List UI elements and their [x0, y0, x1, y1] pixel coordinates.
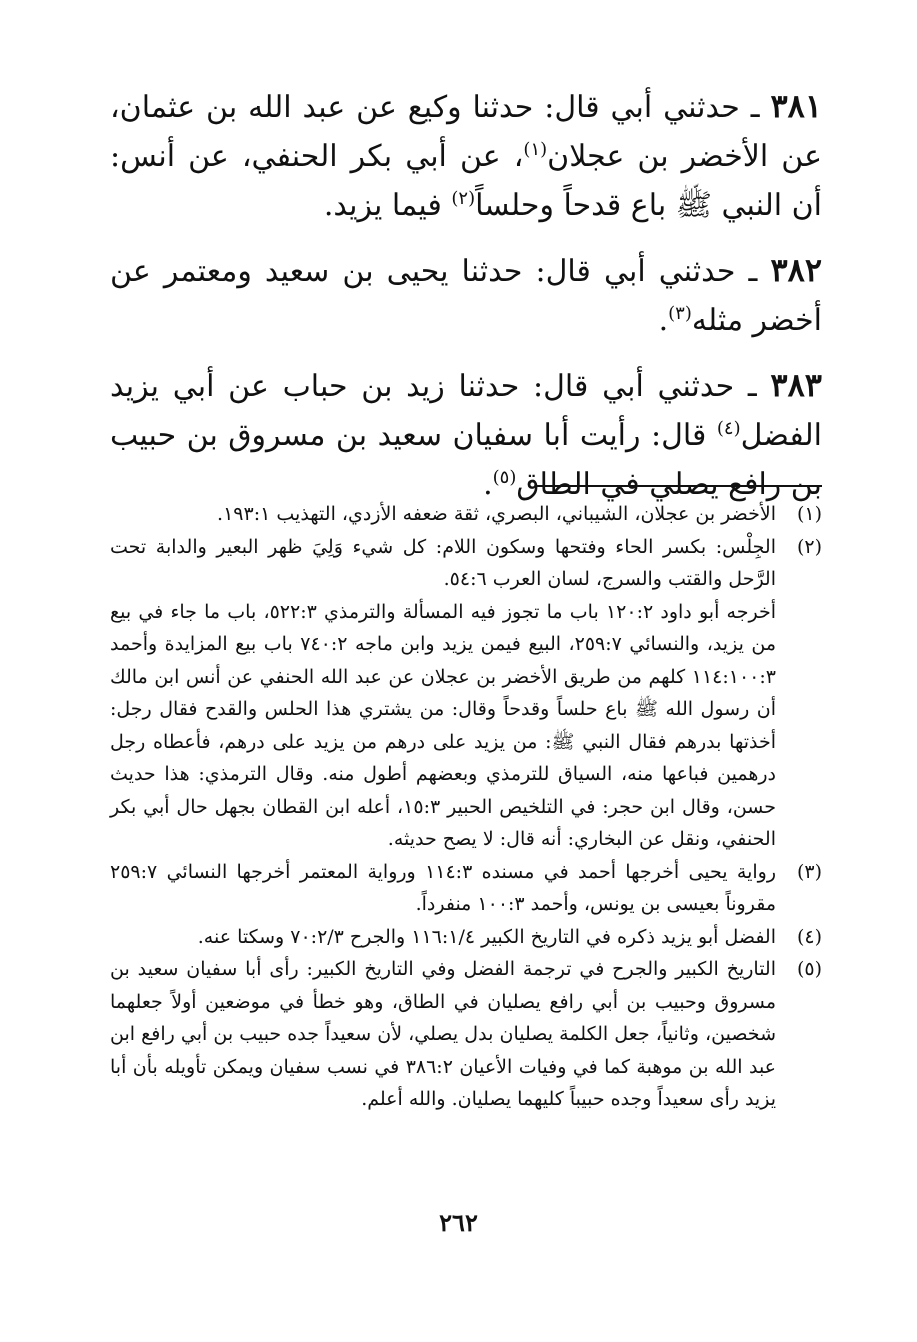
footnote-1	[110, 498, 822, 531]
hadith-382	[110, 246, 822, 345]
footnote-2-continuation: أخرجه أبو داود ١٢٠:٢ باب ما تجوز فيه المسألة والترمذي ٥٢٢:٣، باب ما جاء في بيع من يزيد، والنسائي ٢٥٩:٧، البيع فيمن يزيد وابن ماجه ٧٤٠:٢ باب بيع المزايدة وأحمد ١١٤:١٠٠:٣ كلهم من طريق الأخضر بن عجلان عن عبد الله الحنفي عن أنس ابن مالك أن رسول الله ﷺ باع حلساً وقدحاً وقال: من يشتري هذا الحلس والقدح فقال رجل: أخذتها بدرهم فقال النبي ﷺ: من يزيد على درهم من يزيد على درهم، فأعطاه رجل درهمين فباعها منه، السياق للترمذي وبعضهم أطول منه. وقال الترمذي: هذا حديث حسن، وقال ابن حجر: في التلخيص الحبير ١٥:٣، أعله ابن القطان بجهل حال أبي بكر الحنفي، ونقل عن البخاري: أنه قال: لا يصح حديثه.	[110, 600, 776, 850]
footnote-marker: (٢)	[796, 535, 822, 558]
footnote-ref[interactable]: (٥)	[492, 467, 517, 488]
footnote-divider	[536, 485, 822, 487]
footnote-text: التاريخ الكبير والجرح في ترجمة الفضل وفي التاريخ الكبير: رأى أبا سفيان سعيد بن مسروق وحبيب بن أبي رافع يصليان في الطاق، وهو خطأ في موضعين أولاً جعلهما شخصين، وثانياً، جعل الكلمة يصليان بدل يصلي، لأن سعيداً جده حبيب بن أبي رافع ابن عبد الله بن موهبة كما في وفيات الأعيان ٣٨٦:٢ في نسب سفيان ويمكن تأويله بأن أبا يزيد رأى سعيداً وجده حبيباً كليهما يصليان. والله أعلم.	[110, 958, 777, 1110]
footnote-5	[110, 953, 822, 1116]
footnote-text: الجِلْس: بكسر الحاء وفتحها وسكون اللام: كل شيء وَلِيَ ظهر البعير والدابة تحت الرَّحل والقتب والسرج، لسان العرب ٥٤:٦.	[110, 535, 776, 590]
footnote-2	[110, 531, 822, 596]
footnote-marker: (١)	[796, 503, 822, 525]
hadith-381	[110, 82, 822, 230]
hadith-text: قال: رأيت أبا سفيان سعيد بن مسروق بن حبيب بن رافع يصلي في الطاق	[110, 418, 822, 502]
footnotes	[110, 498, 822, 1116]
footnote-4	[110, 921, 822, 954]
footnote-ref[interactable]: (٣)	[668, 303, 692, 324]
footnote-marker: (٣)	[796, 860, 822, 883]
hadith-dash: ـ	[734, 369, 771, 404]
page-number: ٢٦٢	[439, 1208, 478, 1237]
footnote-marker: (٥)	[796, 958, 822, 980]
hadith-text: حدثني أبي قال: حدثنا زيد بن حباب عن أبي يزيد الفضل	[110, 369, 822, 453]
hadith-text: حدثني أبي قال: حدثنا يحيى بن سعيد ومعتمر عن أخضر مثله	[110, 254, 822, 338]
footnote-ref[interactable]: (١)	[523, 139, 548, 160]
hadith-text: حدثني أبي قال: حدثنا وكيع عن عبد الله بن عثمان، عن الأخضر بن عجلان	[110, 90, 822, 174]
footnote-3	[110, 856, 822, 921]
hadith-number: ٣٨١	[770, 87, 822, 125]
footnote-text: رواية يحيى أخرجها أحمد في مسنده ١١٤:٣ ورواية المعتمر أخرجها النسائي ٢٥٩:٧ مقروناً بعيسى بن يونس، وأحمد ١٠٠:٣ منفرداً.	[110, 860, 776, 915]
hadith-text: .	[658, 303, 669, 338]
footnote-ref[interactable]: (٤)	[716, 418, 741, 439]
hadith-dash: ـ	[739, 90, 771, 125]
hadith-text: ، عن أبي بكر الحنفي، عن أنس: أن النبي ﷺ باع قدحاً وحلساً	[110, 139, 822, 223]
footnote-text: الأخضر بن عجلان، الشيباني، البصري، ثقة ضعفه الأزدي، التهذيب ١٩٣:١.	[217, 503, 776, 525]
footnote-text: الفضل أبو يزيد ذكره في التاريخ الكبير ١١٦:١/٤ والجرح ٧٠:٢/٣ وسكتا عنه.	[197, 925, 776, 948]
hadith-number: ٣٨٢	[770, 251, 822, 289]
hadith-dash: ـ	[735, 254, 771, 289]
footnote-ref[interactable]: (٢)	[451, 188, 476, 209]
hadith-text: .	[483, 467, 493, 502]
main-text	[110, 82, 822, 525]
footnote-marker: (٤)	[796, 925, 822, 948]
hadith-number: ٣٨٣	[770, 366, 822, 404]
hadith-text: فيما يزيد.	[323, 188, 452, 223]
